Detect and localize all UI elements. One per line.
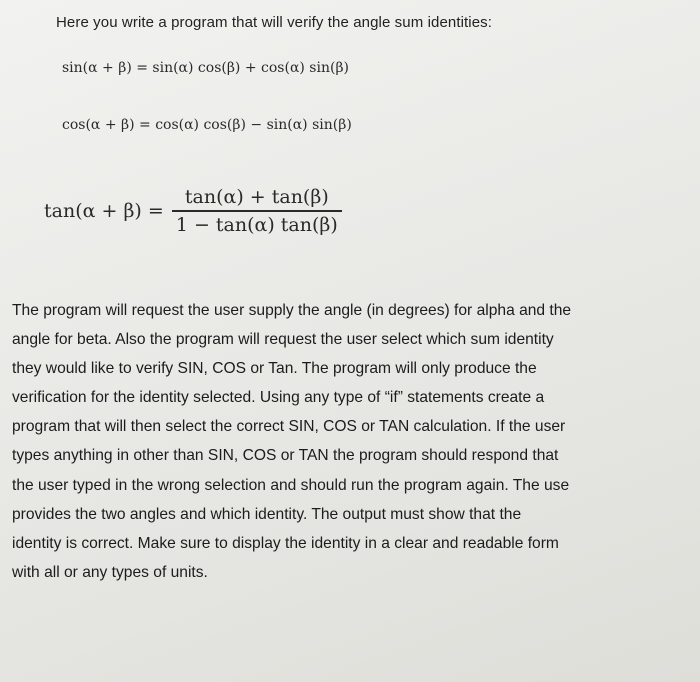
paragraph-line: The program will request the user supply the angle (in degrees) for alpha and the — [12, 302, 572, 319]
tan-identity-fraction — [172, 186, 342, 236]
instructions-paragraph — [12, 296, 700, 587]
paragraph-line: verification for the identity selected. Using any type of “if” statements create a — [12, 389, 545, 407]
tan-identity-lhs: tan(α + β) = — [44, 200, 164, 222]
paragraph-line: provides the two angles and which identity. The output must show that the — [12, 505, 522, 523]
paragraph-line: program that will then select the correct SIN, COS or TAN calculation. If the user — [12, 418, 566, 436]
paragraph-line: the user typed in the wrong selection and should run the program again. The use — [12, 476, 570, 494]
cos-sum-identity: cos(α + β) = cos(α) cos(β) − sin(α) sin(β) — [62, 117, 352, 133]
paragraph-line: they would like to verify SIN, COS or Tan. The program will only produce the — [12, 360, 537, 378]
paragraph-line: identity is correct. Make sure to display the identity in a clear and readable form — [12, 534, 559, 552]
tan-identity-numerator: tan(α) + tan(β) — [184, 186, 329, 208]
intro-text: Here you write a program that will verify the angle sum identities: — [56, 14, 493, 31]
paragraph-line: angle for beta. Also the program will request the user select which sum identity — [12, 331, 554, 349]
paragraph-line: with all or any types of units. — [12, 563, 208, 581]
paragraph-line: types anything in other than SIN, COS or TAN the program should respond that — [12, 447, 559, 465]
sin-sum-identity: sin(α + β) = sin(α) cos(β) + cos(α) sin(β) — [62, 60, 349, 76]
tan-identity-denominator: 1 − tan(α) tan(β) — [175, 214, 338, 236]
tan-sum-identity — [44, 186, 342, 236]
